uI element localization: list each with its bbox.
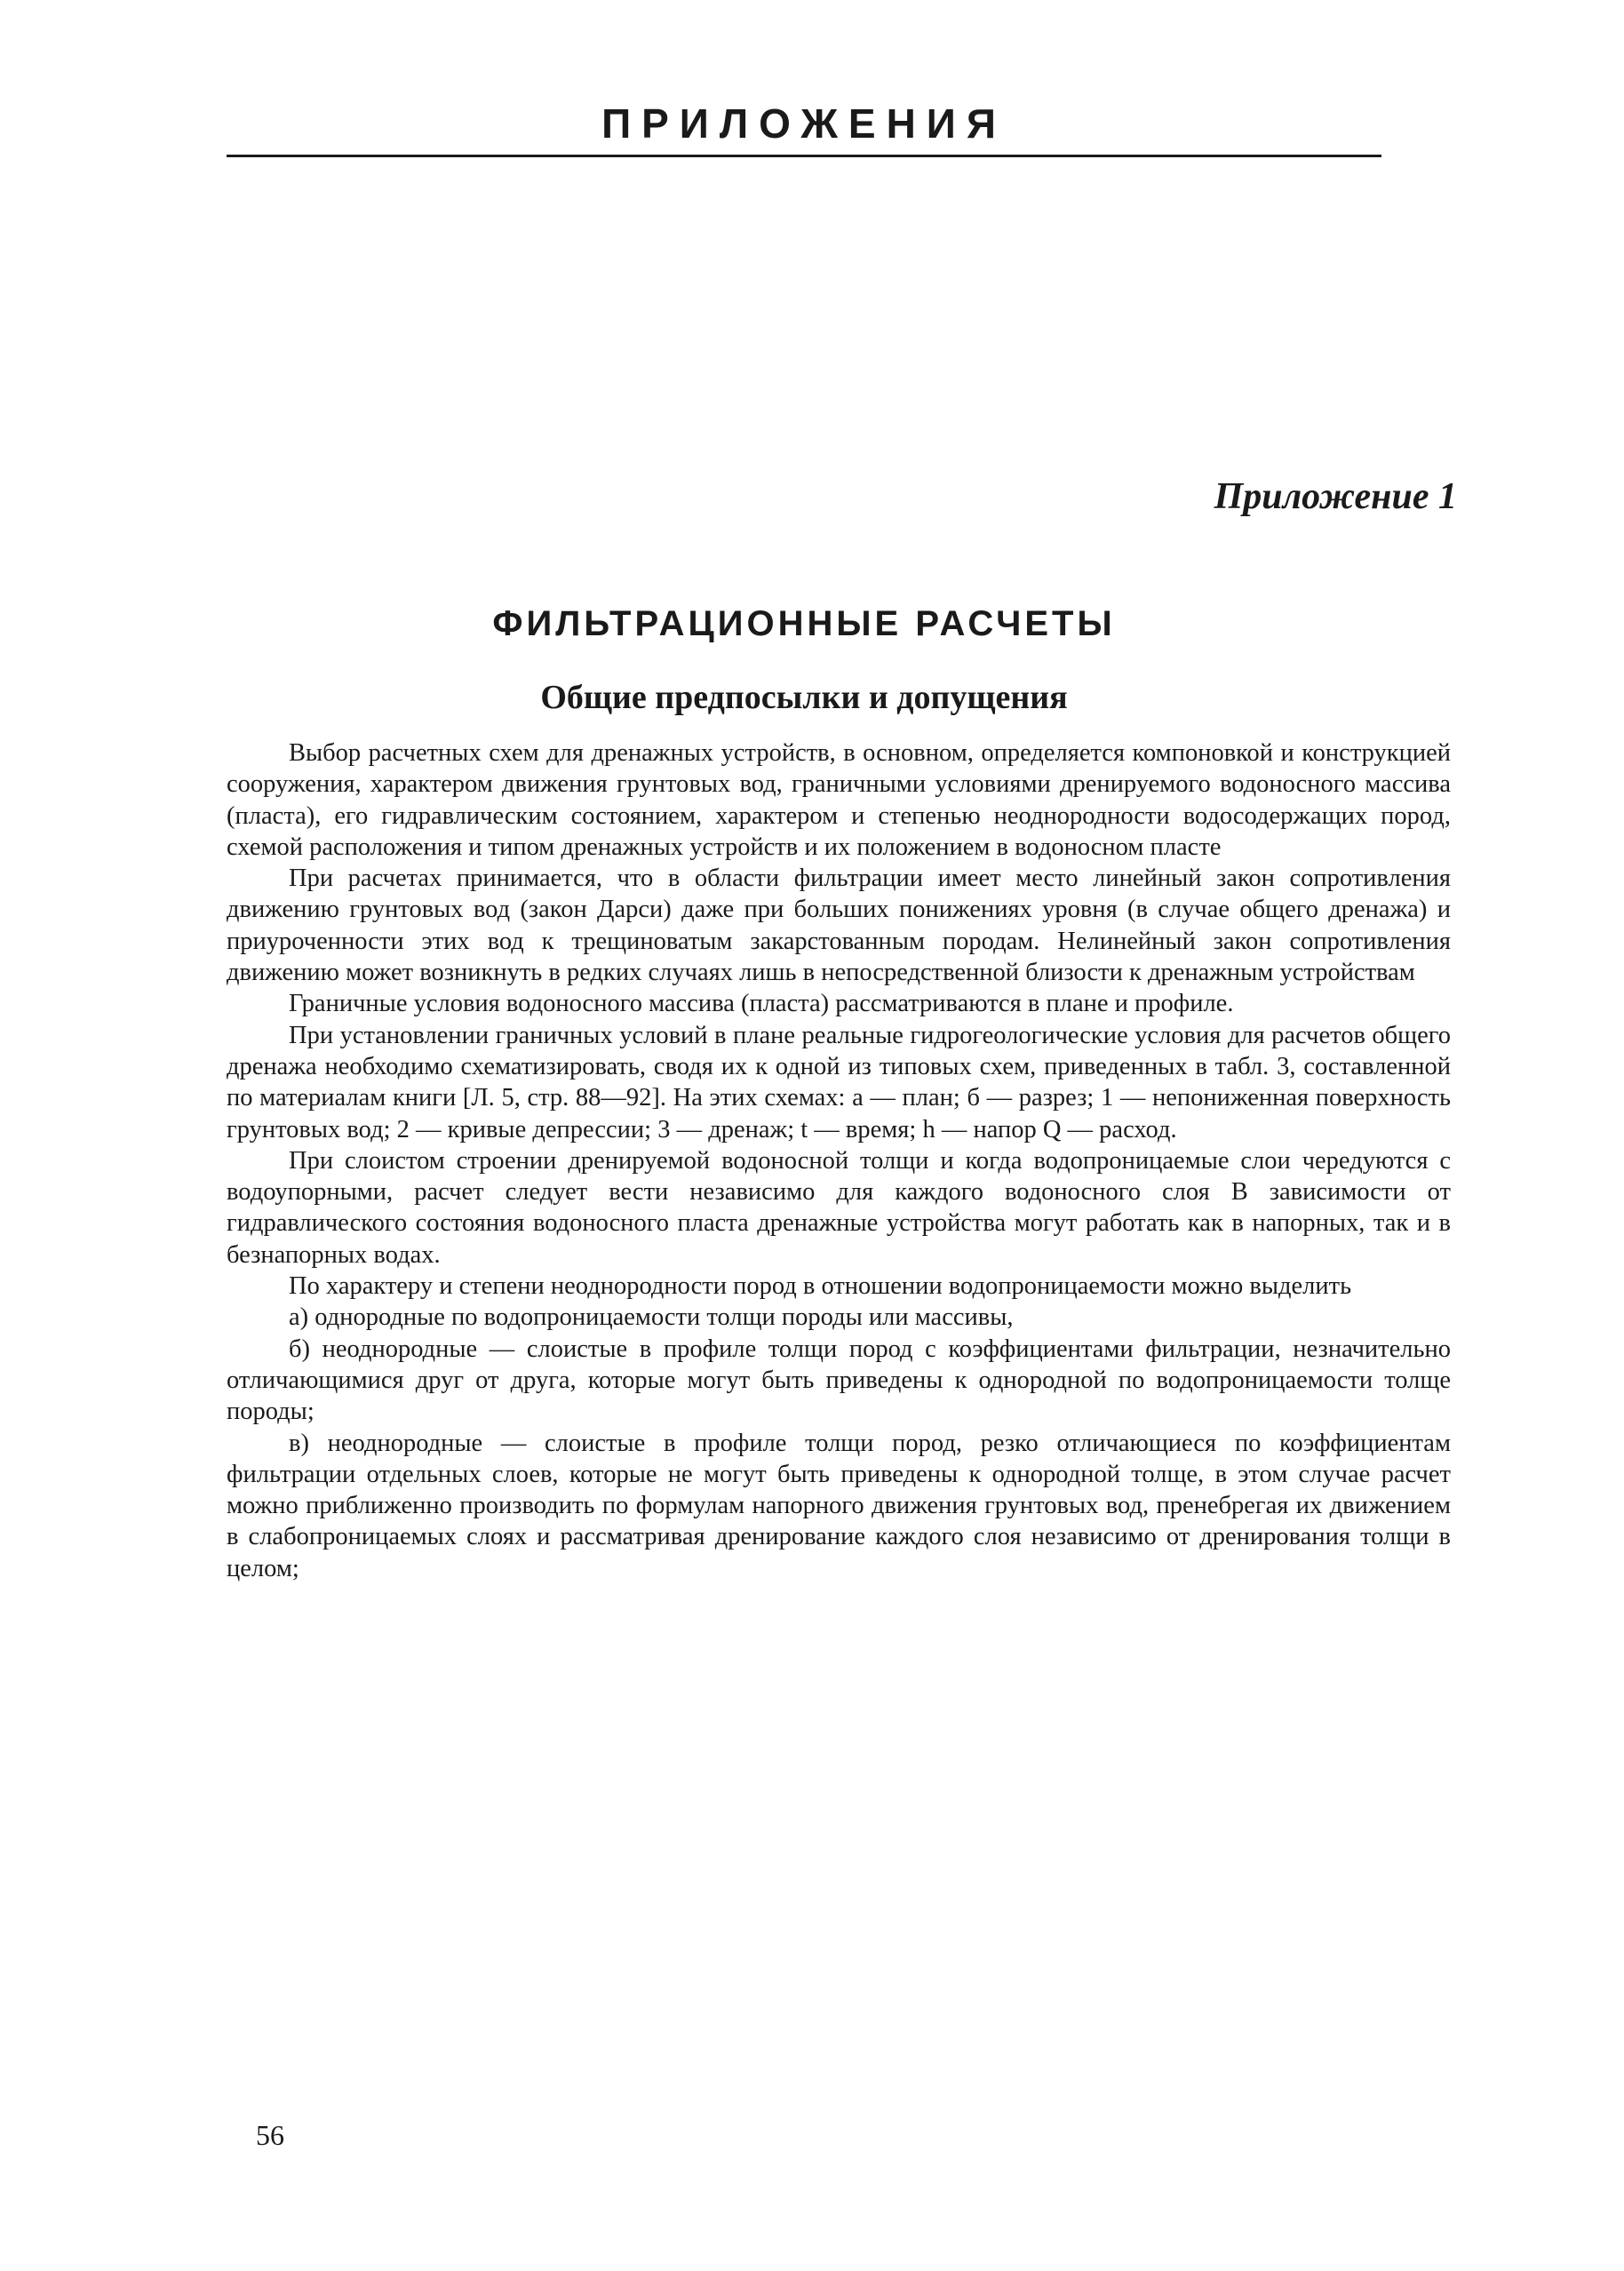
list-item: а) однородные по водопроницаемости толщи породы или массивы,: [289, 1303, 1014, 1332]
header-rule: [227, 155, 1381, 157]
running-head: ПРИЛОЖЕНИЯ: [601, 100, 1007, 147]
subsection-title: Общие предпосылки и допущения: [540, 679, 1068, 716]
list-item: в) неоднородные — слоистые в профиле толщи пород, резко отличающиеся по коэффициентам фильтрации отдельных слоев, которые не могут быть приведены к однородной толще, в этом случае расчет можно приближенно производить по формулам напорного движения грунтовых вод, пренебрегая их движением в слабопроницаемых слоях и рассматривая дренирование каждого слоя независимо от дренирования толщи в целом;: [227, 1429, 1451, 1582]
paragraph: По характеру и степени неоднородности пород в отношении водопроницаемости можно выделить: [289, 1272, 1352, 1301]
paragraph: Выбор расчетных схем для дренажных устройств, в основном, определяется компоновкой и конструкцией сооружения, характером движения грунтовых вод, граничными условиями дренируемого водоносного массива (пласта), его гидравлическим состоянием, характером и степенью неоднородности водосодержащих пород, схемой расположения и типом дренажных устройств и их положением в водоносном пласте: [227, 739, 1451, 861]
paragraph: При установлении граничных условий в плане реальные гидрогеологические условия для расчетов общего дренажа необходимо схематизировать, сводя их к одной из типовых схем, приведенных в табл. 3, составленной по материалам книги [Л. 5, стр. 88—92]. На этих схемах: a — план; б — разрез; 1 — непониженная поверхность грунтовых вод; 2 — кривые депрессии; 3 — дренаж; t — время; h — напор Q — расход.: [227, 1021, 1451, 1143]
paragraph: При расчетах принимается, что в области фильтрации имеет место линейный закон сопротивления движению грунтовых вод (закон Дарси) даже при больших понижениях уровня (в случае общего дренажа) и приуроченности этих вод к трещиноватым закарстованным породам. Нелинейный закон сопротивления движению может возникнуть в редких случаях лишь в непосредственной близости к дренажным устройствам: [227, 865, 1451, 987]
list-item: б) неоднородные — слоистые в профиле толщи пород с коэффициентами фильтрации, незначительно отличающимися друг от друга, которые могут быть приведены к однородной по водопроницаемости толще породы;: [227, 1335, 1451, 1426]
paragraph: При слоистом строении дренируемой водоносной толщи и когда водопроницаемые слои чередуются с водоупорными, расчет следует вести независимо для каждого водоносного слоя В зависимости от гидравлического состояния водоносного пласта дренажные устройства могут работать как в напорных, так и в безнапорных водах.: [227, 1146, 1451, 1269]
paragraph: Граничные условия водоносного массива (пласта) рассматриваются в плане и профиле.: [289, 990, 1234, 1018]
section-title: ФИЛЬТРАЦИОННЫЕ РАСЧЕТЫ: [492, 604, 1116, 643]
appendix-label: Приложение 1: [1214, 476, 1457, 517]
page-number: 56: [256, 2119, 284, 2151]
body-text: [227, 737, 1451, 1584]
